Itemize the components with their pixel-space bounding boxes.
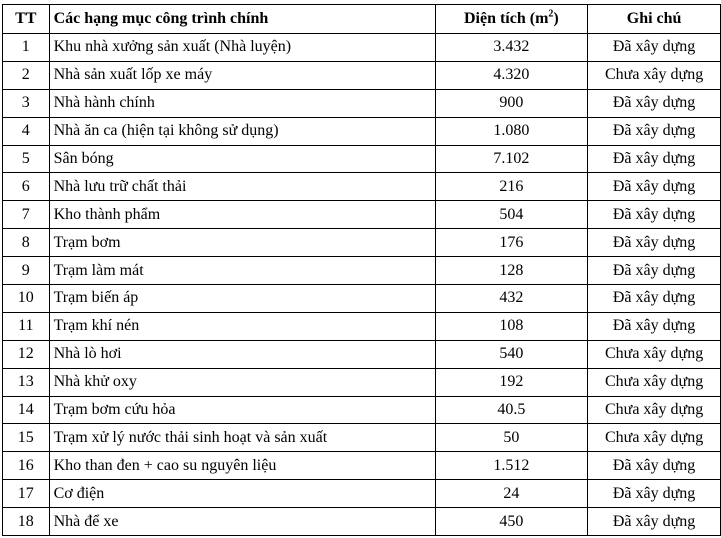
row-tt: 17 bbox=[3, 480, 50, 508]
row-area: 50 bbox=[435, 424, 588, 452]
table-row bbox=[3, 229, 721, 257]
row-note: Đã xây dựng bbox=[588, 173, 721, 201]
table-row bbox=[3, 340, 721, 368]
row-note: Đã xây dựng bbox=[588, 257, 721, 285]
row-tt: 5 bbox=[3, 145, 50, 173]
table-row bbox=[3, 61, 721, 89]
header-area-suffix: ) bbox=[553, 10, 559, 27]
row-tt: 7 bbox=[3, 201, 50, 229]
row-tt: 12 bbox=[3, 340, 50, 368]
table-row bbox=[3, 480, 721, 508]
row-name: Cơ điện bbox=[49, 480, 435, 508]
row-tt: 10 bbox=[3, 285, 50, 313]
header-area bbox=[435, 5, 588, 34]
row-area: 216 bbox=[435, 173, 588, 201]
header-tt: TT bbox=[3, 5, 50, 34]
row-name: Khu nhà xưởng sản xuất (Nhà luyện) bbox=[49, 34, 435, 62]
row-name: Nhà lưu trữ chất thải bbox=[49, 173, 435, 201]
row-note: Đã xây dựng bbox=[588, 480, 721, 508]
row-area: 192 bbox=[435, 368, 588, 396]
row-note: Đã xây dựng bbox=[588, 89, 721, 117]
row-tt: 2 bbox=[3, 61, 50, 89]
row-name: Nhà để xe bbox=[49, 508, 435, 536]
row-note: Đã xây dựng bbox=[588, 145, 721, 173]
row-note: Đã xây dựng bbox=[588, 452, 721, 480]
row-note: Đã xây dựng bbox=[588, 508, 721, 536]
row-name: Nhà lò hơi bbox=[49, 340, 435, 368]
row-area: 1.512 bbox=[435, 452, 588, 480]
row-area: 504 bbox=[435, 201, 588, 229]
row-area: 40.5 bbox=[435, 396, 588, 424]
row-area: 3.432 bbox=[435, 34, 588, 62]
table-row bbox=[3, 285, 721, 313]
row-name: Trạm bơm bbox=[49, 229, 435, 257]
row-tt: 16 bbox=[3, 452, 50, 480]
table-row bbox=[3, 257, 721, 285]
table-row bbox=[3, 396, 721, 424]
row-tt: 15 bbox=[3, 424, 50, 452]
row-area: 450 bbox=[435, 508, 588, 536]
row-name: Nhà ăn ca (hiện tại không sử dụng) bbox=[49, 117, 435, 145]
row-note: Chưa xây dựng bbox=[588, 61, 721, 89]
row-name: Kho than đen + cao su nguyên liệu bbox=[49, 452, 435, 480]
row-note: Chưa xây dựng bbox=[588, 396, 721, 424]
table-row bbox=[3, 312, 721, 340]
row-tt: 14 bbox=[3, 396, 50, 424]
table-row bbox=[3, 34, 721, 62]
row-tt: 13 bbox=[3, 368, 50, 396]
row-name: Trạm biến áp bbox=[49, 285, 435, 313]
header-area-prefix: Diện tích (m bbox=[463, 10, 549, 27]
header-area-sup: 2 bbox=[548, 8, 554, 20]
row-area: 540 bbox=[435, 340, 588, 368]
row-note: Đã xây dựng bbox=[588, 312, 721, 340]
row-tt: 6 bbox=[3, 173, 50, 201]
row-name: Trạm khí nén bbox=[49, 312, 435, 340]
table-row bbox=[3, 452, 721, 480]
row-name: Nhà hành chính bbox=[49, 89, 435, 117]
table-row bbox=[3, 145, 721, 173]
table-row bbox=[3, 368, 721, 396]
row-note: Đã xây dựng bbox=[588, 201, 721, 229]
row-area: 108 bbox=[435, 312, 588, 340]
row-note: Chưa xây dựng bbox=[588, 424, 721, 452]
row-note: Đã xây dựng bbox=[588, 117, 721, 145]
header-name: Các hạng mục công trình chính bbox=[49, 5, 435, 34]
table-row bbox=[3, 201, 721, 229]
row-area: 1.080 bbox=[435, 117, 588, 145]
row-area: 900 bbox=[435, 89, 588, 117]
header-note: Ghi chú bbox=[588, 5, 721, 34]
row-tt: 11 bbox=[3, 312, 50, 340]
row-note: Chưa xây dựng bbox=[588, 340, 721, 368]
row-tt: 1 bbox=[3, 34, 50, 62]
row-area: 176 bbox=[435, 229, 588, 257]
table-body bbox=[3, 34, 721, 536]
row-name: Sân bóng bbox=[49, 145, 435, 173]
row-area: 128 bbox=[435, 257, 588, 285]
row-name: Kho thành phẩm bbox=[49, 201, 435, 229]
row-name: Nhà khử oxy bbox=[49, 368, 435, 396]
table-row bbox=[3, 117, 721, 145]
row-area: 24 bbox=[435, 480, 588, 508]
row-name: Trạm xử lý nước thải sinh hoạt và sản xuất bbox=[49, 424, 435, 452]
row-note: Chưa xây dựng bbox=[588, 368, 721, 396]
row-tt: 4 bbox=[3, 117, 50, 145]
row-name: Trạm bơm cứu hỏa bbox=[49, 396, 435, 424]
table-header-row bbox=[3, 5, 721, 34]
construction-items-table bbox=[2, 4, 721, 536]
table-row bbox=[3, 508, 721, 536]
table-row bbox=[3, 424, 721, 452]
row-area: 7.102 bbox=[435, 145, 588, 173]
table-row bbox=[3, 89, 721, 117]
row-tt: 18 bbox=[3, 508, 50, 536]
row-tt: 3 bbox=[3, 89, 50, 117]
row-tt: 9 bbox=[3, 257, 50, 285]
row-name: Nhà sản xuất lốp xe máy bbox=[49, 61, 435, 89]
row-area: 4.320 bbox=[435, 61, 588, 89]
row-area: 432 bbox=[435, 285, 588, 313]
row-note: Đã xây dựng bbox=[588, 34, 721, 62]
row-name: Trạm làm mát bbox=[49, 257, 435, 285]
row-note: Đã xây dựng bbox=[588, 229, 721, 257]
row-note: Đã xây dựng bbox=[588, 285, 721, 313]
row-tt: 8 bbox=[3, 229, 50, 257]
table-row bbox=[3, 173, 721, 201]
